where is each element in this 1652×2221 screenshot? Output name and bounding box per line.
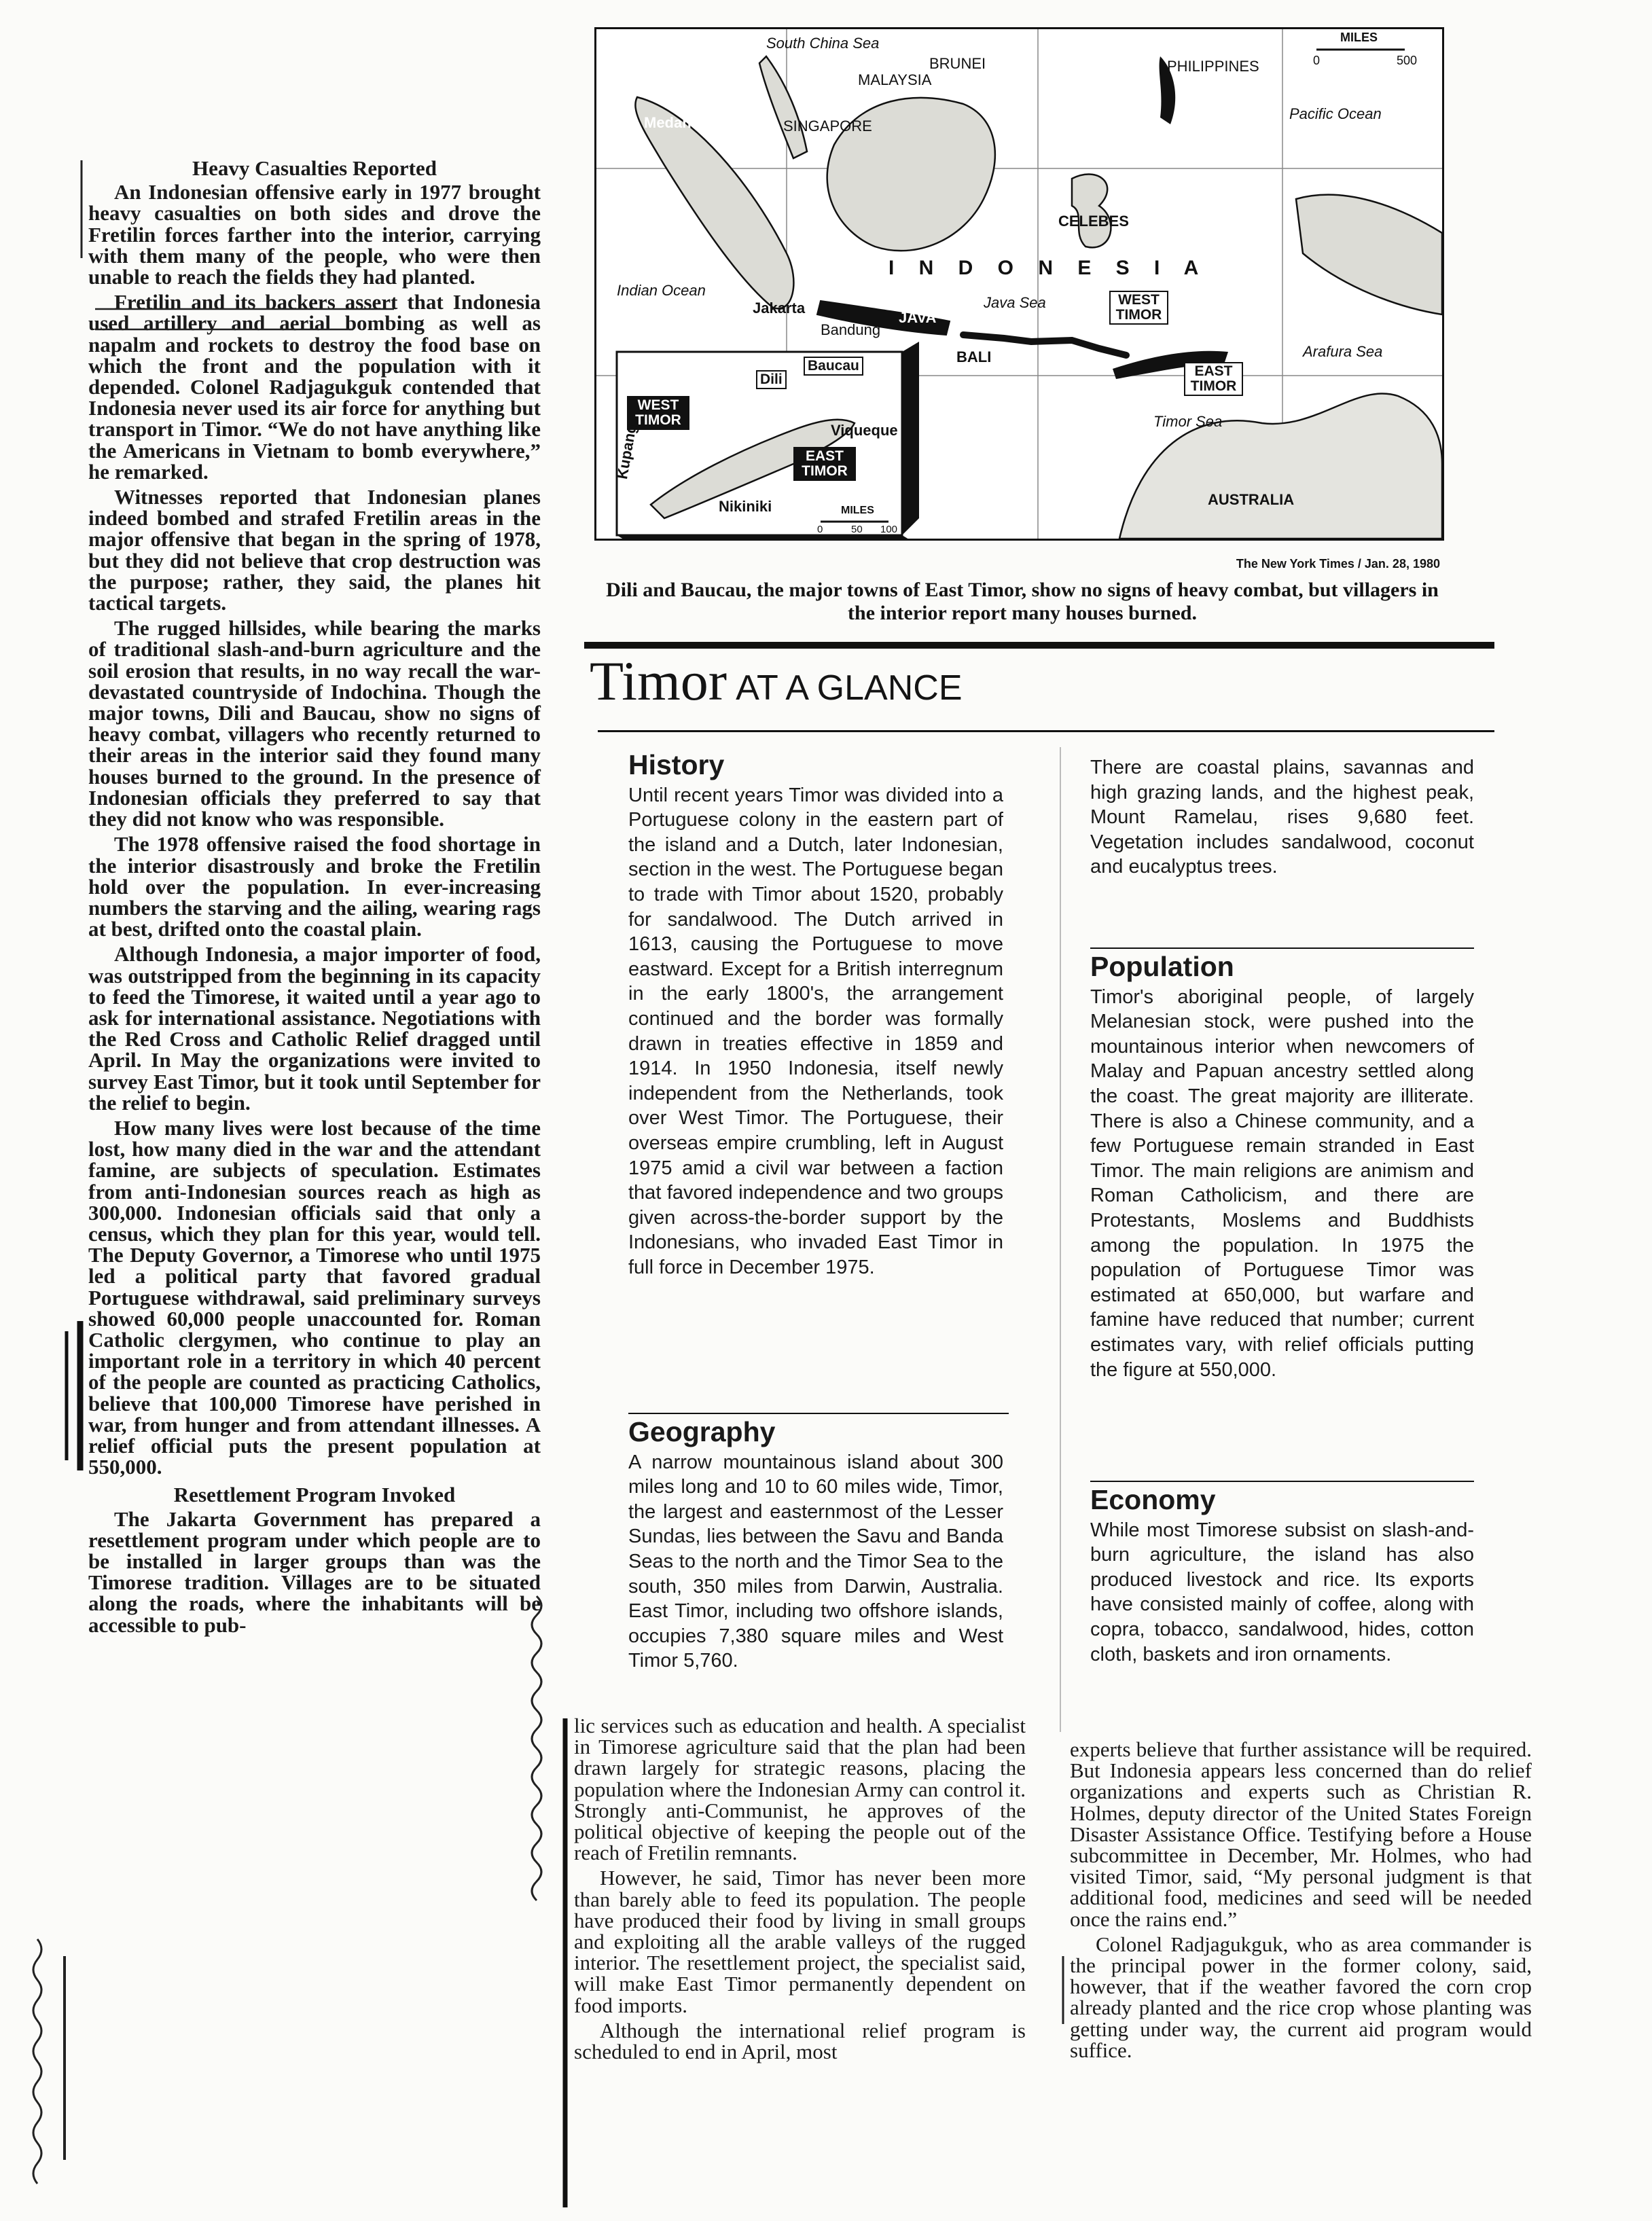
geography-heading: Geography <box>628 1416 776 1447</box>
inset-tag-baucau: Baucau <box>804 357 863 376</box>
map-figure <box>594 27 1444 541</box>
inset-label-miles-tick: 0 <box>817 524 823 535</box>
economy-heading: Economy <box>1090 1484 1216 1515</box>
inset-label-miles-tick: 100 <box>880 524 898 535</box>
population-text: Timor's aboriginal people, of largely Melanesian stock, were pushed into the mountainous interior when newcomers of Malay and Papuan ancestry settled along the coast. The great majority are illiterate. There is also a Chinese community, and a few Portuguese remain stranded in East Timor. The main religions are animism and Roman Catholicism, and there are Protestants, Moslems and Buddhists among the population. In 1975 the population of Portuguese Timor was estimated at 650,000, but warfare and famine have reduced that number; current estimates vary, with relief officials putting the figure at 550,000. <box>1090 986 1474 1381</box>
map-label-java: JAVA <box>899 309 937 326</box>
paragraph: experts believe that further assistance will be required. But Indonesia appears less concerned than do relief organizations and experts such as Christian R. Holmes, deputy director of the United States Foreign Disaster Assistance Office. Testifying before a House subcommittee in December, Mr. Holmes, who had visited Timor, said, “My personal judgment is that additional food, medicines and seed will be needed once the rains end.” <box>1070 1737 1532 1931</box>
map-label-philippines: PHILIPPINES <box>1167 58 1259 75</box>
map-label-malaysia: MALAYSIA <box>858 71 932 88</box>
glance-geography <box>628 1416 1003 1674</box>
map-label-miles-main-tick: 0 <box>1313 54 1321 67</box>
map-label-arafura-sea: Arafura Sea <box>1303 343 1383 360</box>
glance-history <box>628 749 1003 1280</box>
glance-economy <box>1090 1484 1474 1667</box>
middle-bottom-column <box>574 1715 1026 2066</box>
map-label-indonesia: I N D O N E S I A <box>888 257 1208 279</box>
map-label-timor-sea: Timor Sea <box>1153 413 1223 430</box>
history-heading: History <box>628 749 725 780</box>
heading-resettlement: Resettlement Program Invoked <box>173 1483 456 1507</box>
map-label-miles-main: MILES <box>1340 31 1378 44</box>
left-column <box>88 158 541 1640</box>
map-label-indian-ocean: Indian Ocean <box>617 282 706 299</box>
paragraph: Colonel Radjagukguk, who as area commander is the principal power in the former colony, said, however, that if the weather favored the corn crop already planted and the rice crop whose planting was getting under way, the current aid program would suffice. <box>1070 1932 1532 2062</box>
map-label-java-sea: Java Sea <box>984 294 1046 311</box>
paragraph: However, he said, Timor has never been more than barely able to feed its population. The people have produced their food by living in small groups and exploiting all the arable valleys of the rugged interior. The resettlement project, the specialist said, will make East Timor permanently dependent on food imports. <box>574 1866 1026 2017</box>
paragraph: Although the international relief program is scheduled to end in April, most <box>574 2018 1026 2064</box>
glance-title-main: Timor <box>590 650 728 712</box>
inset-label-nikiniki: Nikiniki <box>719 498 772 515</box>
map-label-bali: BALI <box>956 348 992 365</box>
paragraph: Although Indonesia, a major importer of food, was outstripped from the beginning in its capacity to feed the Timorese, it waited until a year ago to ask for international assistance. Negotiations with the Red Cross and Catholic Relief dragged until April. In May the organizations were invited to survey East Timor, but it took until September for the relief to begin. <box>88 942 541 1115</box>
map-label-brunei: BRUNEI <box>929 55 986 72</box>
geography-text: A narrow mountainous island about 300 miles long and 10 to 60 miles wide, Timor, the largest and easternmost of the Lesser Sundas, lies between the Savu and Banda Seas to the north and the Timor Sea to the south, 350 miles from Darwin, Australia. East Timor, including two offshore islands, occupies 7,380 square miles and West Timor 5,760. <box>628 1451 1003 1672</box>
glance-title-rule <box>598 730 1494 732</box>
economy-rule <box>1090 1481 1474 1482</box>
paragraph: Fretilin and its backers assert that Indonesia used artillery and aerial bombing as well as napalm and rockets to destroy the food base on which the front and the population with it depended. Colonel Radjagukguk contended that Indonesia never used its air force for anything but transport in Timor. “We do not have anything like the Americans in Vietnam to bomb everywhere,” he remarked. <box>88 290 541 484</box>
map-label-miles-main-tick: 500 <box>1397 54 1418 67</box>
map-tag-east-timor: EAST TIMOR <box>1184 362 1243 396</box>
inset-label-kupang: Kupang <box>613 422 640 481</box>
inset-tag-dili: Dili <box>756 370 787 389</box>
paragraph: lic services such as education and health. A specialist in Timorese agriculture said that the plan had been drawn largely for strategic reasons, placing the population where the Indonesian Army can control it. Strongly anti-Communist, he approves of the political objective of keeping the people out of the reach of Fretilin remnants. <box>574 1714 1026 1865</box>
glance-divider <box>1060 747 1061 1732</box>
map-label-pacific-ocean: Pacific Ocean <box>1289 105 1382 122</box>
inset-tag-east-timor: EAST TIMOR <box>793 447 856 481</box>
inset-label-miles: MILES <box>841 505 874 516</box>
map-label-jakarta: Jakarta <box>753 300 806 317</box>
paragraph: The 1978 offensive raised the food shortage in the interior disastrously and broke the Fretilin hold over the population. In ever-increasing numbers the starving and the ailing, wearing rags at best, drifted onto the coastal plain. <box>88 832 541 941</box>
glance-top-rule <box>584 642 1494 649</box>
inset-tag-west-timor: WEST TIMOR <box>627 396 689 430</box>
map-label-singapore: SINGAPORE <box>783 118 872 134</box>
paragraph: Witnesses reported that Indonesian planes indeed bombed and strafed Fretilin areas in the major offensive that began in the spring of 1978, but they did not believe that crop destruction was the purpose; rather, they said, the planes hit tactical targets. <box>88 485 541 615</box>
glance-geography-cont <box>1090 755 1474 880</box>
population-rule <box>1090 947 1474 949</box>
population-heading: Population <box>1090 951 1234 982</box>
paragraph: The Jakarta Government has prepared a resettlement program under which people are to be installed in larger groups than was the Timorese tradition. Villages are to be situated along the roads, where the inhabitants will be accessible to pub- <box>88 1506 541 1637</box>
inset-label-miles-tick: 50 <box>851 524 863 535</box>
map-label-medan: Medan <box>644 114 692 131</box>
map-caption: Dili and Baucau, the major towns of East Timor, show no signs of heavy combat, but villagers in the interior report many houses burned. <box>606 579 1439 624</box>
history-text: Until recent years Timor was divided into a Portuguese colony in the eastern part of the island and a Dutch, later Indonesian, section in the west. The Portuguese began to trade with Timor about 1520, probably for sandalwood. The Dutch arrived in 1613, causing the Portuguese to move eastward. Except for a British interregnum in the early 1800's, the arrangement continued and the border was formally drawn in treaties effective in 1859 and 1914. In 1950 Indonesia, itself newly independent from the Netherlands, took over West Timor. The Portuguese, their overseas empire crumbling, left in August 1975 amid a civil war between a faction that favored independence and two groups given across-the-border support by the Indonesians, who invaded East Timor in full force in December 1975. <box>628 784 1003 1278</box>
paragraph: How many lives were lost because of the time lost, how many died in the war and the attendant famine, are subjects of speculation. Estimates from anti-Indonesian sources reach as high as 300,000. Indonesian officials said that only a census, which they plan for this year, would tell. The Deputy Governor, a Timorese who until 1975 led a political party that favored gradual Portuguese withdrawal, said preliminary surveys showed 60,000 people unaccounted for. Roman Catholic clergymen, who continue to play an important role in a territory in which 40 percent of the people are counted as practicing Catholics, believe that 100,000 Timorese have perished in war, from hunger and from attendant illnesses. A relief official puts the present population at 550,000. <box>88 1115 541 1479</box>
paragraph: The rugged hillsides, while bearing the marks of traditional slash-and-burn agriculture and the soil erosion that results, in no way recall the war-devastated countryside of Indochina. Though the major towns, Dili and Baucau, show no signs of heavy combat, villagers who recently returned to their areas in the interior said they found many houses burned to the ground. In the presence of Indonesian officials they preferred to say that they did not know who was responsible. <box>88 616 541 831</box>
map-tag-west-timor: WEST TIMOR <box>1109 291 1168 325</box>
glance-title-rest: AT A GLANCE <box>736 668 963 708</box>
paragraph: An Indonesian offensive early in 1977 brought heavy casualties on both sides and drove the Fretilin forces farther into the interior, carrying with them many of the people, who were then unable to reach the fields they had planted. <box>88 180 541 289</box>
map-label-south-china-sea: South China Sea <box>766 35 880 52</box>
inset-label-viqueque: Viqueque <box>831 422 898 439</box>
glance-population <box>1090 951 1474 1382</box>
heading-heavy-casualties: Heavy Casualties Reported <box>192 156 437 180</box>
map-label-celebes: CELEBES <box>1058 213 1129 230</box>
map-credit: The New York Times / Jan. 28, 1980 <box>1236 557 1440 571</box>
geography-cont-text: There are coastal plains, savannas and high grazing lands, and the highest peak, Mount Ramelau, rises 9,680 feet. Vegetation includes sandalwood, coconut and eucalyptus trees. <box>1090 757 1474 878</box>
geography-rule <box>628 1413 1009 1414</box>
map-label-bandung: Bandung <box>821 321 881 338</box>
economy-text: While most Timorese subsist on slash-and-burn agriculture, the island has also produced livestock and rice. Its exports have consisted mainly of coffee, along with copra, tobacco, sandalwood, hides, cotton cloth, baskets and iron ornaments. <box>1090 1519 1474 1665</box>
glance-title <box>590 650 963 712</box>
right-bottom-column <box>1070 1739 1532 2065</box>
map-label-australia: AUSTRALIA <box>1208 491 1295 508</box>
